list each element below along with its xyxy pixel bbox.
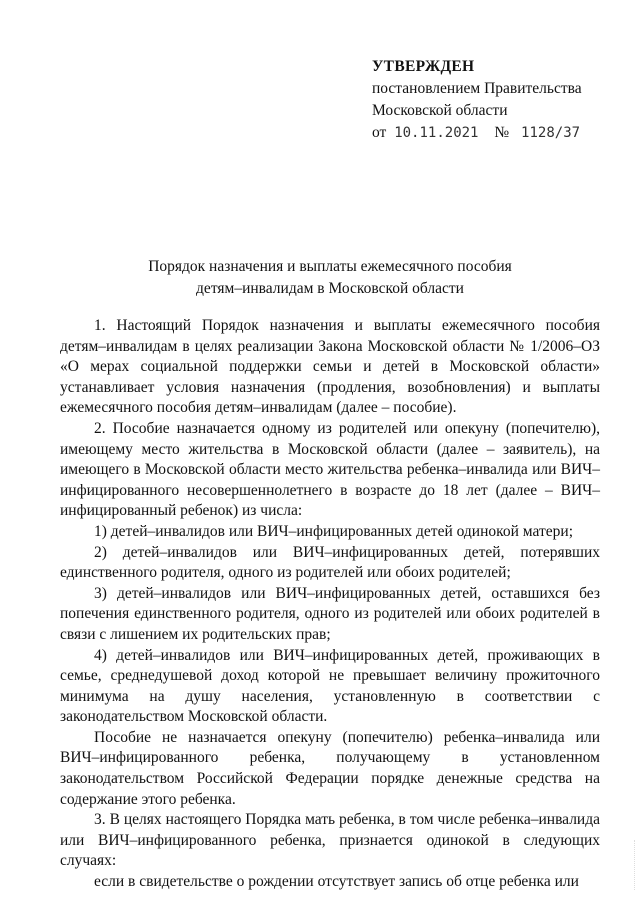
list-item: 2) детей–инвалидов или ВИЧ–инфицированных детей, потерявших единственного родителя, одного из родителей или обоих родителей;: [60, 543, 600, 582]
document-title-line: Порядок назначения и выплаты ежемесячного пособия: [148, 258, 512, 275]
paragraph: 2. Пособие назначается одному из родителей или опекуну (попечителю), имеющему место жительства в Московской области (далее – заявитель), на имеющего в Московской области место жительства ребенка–инвалида или ВИЧ–инфицированного несовершеннолетнего в возрасте до 18 лет (далее – ВИЧ–инфицированный ребенок) из числа:: [60, 419, 600, 520]
scan-edge-mark: [634, 840, 637, 890]
document-title-line: детям–инвалидам в Московской области: [196, 280, 464, 297]
paragraph: 3. В целях настоящего Порядка мать ребенка, в том числе ребенка–инвалида или ВИЧ–инфицированного ребенка, признается одинокой в следующих случаях:: [60, 811, 600, 870]
list-item: 4) детей–инвалидов или ВИЧ–инфицированных детей, проживающих в семье, среднедушевой доход которой не превышает величину прожиточного минимума на душу населения, установленную в соответствии с законодательством Московской области.: [60, 646, 600, 726]
approval-number-sign: №: [494, 124, 510, 141]
list-item: 3) детей–инвалидов или ВИЧ–инфицированных детей, оставшихся без попечения единственного родителя, одного из родителей или обоих родителей в связи с лишением их родительских прав;: [60, 584, 600, 643]
approval-date-prefix: от: [372, 124, 387, 141]
approval-line-government: постановлением Правительства: [372, 80, 582, 97]
approval-number: 1128/37: [521, 125, 581, 141]
approval-stamp: [372, 56, 632, 144]
approval-line-region: Московской области: [372, 102, 508, 119]
paragraph: 1. Настоящий Порядок назначения и выплаты ежемесячного пособия детям–инвалидам в целях реализации Закона Московской области № 1/2006–ОЗ «О мерах социальной поддержки семьи и детей в Московской области» устанавливает условия назначения (продления, возобновления) и выплаты ежемесячного пособия детям–инвалидам (далее – пособие).: [60, 317, 600, 417]
paragraph: если в свидетельстве о рождении отсутствует запись об отце ребенка или: [94, 873, 579, 891]
approval-date-line: [372, 122, 632, 144]
document-body: [60, 316, 600, 893]
paragraph: Пособие не назначается опекуну (попечителю) ребенка–инвалида или ВИЧ–инфицированного ребенка, получающему в установленном законодательством Российской Федерации порядке денежные средства на содержание этого ребенка.: [60, 728, 600, 808]
approval-date: 10.11.2021: [394, 125, 479, 141]
list-item: 1) детей–инвалидов или ВИЧ–инфицированных детей одинокой матери;: [94, 522, 573, 540]
document-title: [60, 256, 600, 300]
approval-title: УТВЕРЖДЕН: [372, 58, 475, 75]
